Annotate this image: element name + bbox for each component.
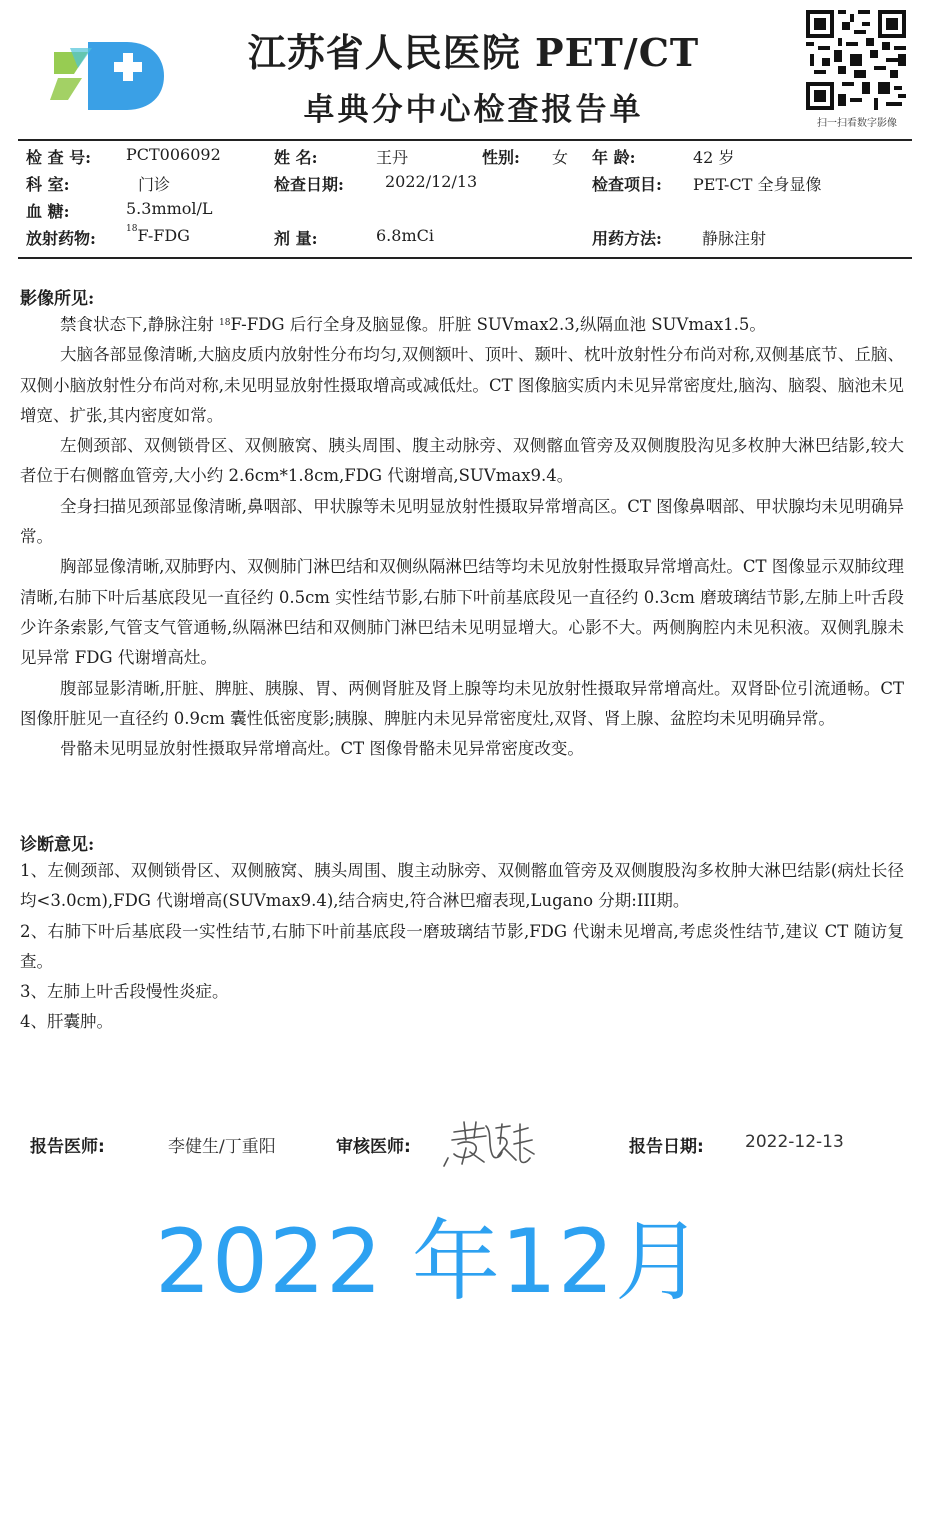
diagnosis-body [20,856,904,1038]
gender-label: 性别: [482,148,520,167]
finding-paragraph: 大脑各部显像清晰,大脑皮质内放射性分布均匀,双侧额叶、顶叶、颞叶、枕叶放射性分布尚对称,双侧基底节、丘脑、双侧小脑放射性分布尚对称,未见明显放射性摄取增高或减低灶。CT 图像脑实质内未见异常密度灶,脑沟、脑裂、脑池未见增宽、扩张,其内密度如常。 [20,345,904,425]
finding-paragraph: 全身扫描见颈部显像清晰,鼻咽部、甲状腺等未见明显放射性摄取异常增高区。CT 图像鼻咽部、甲状腺均未见明确异常。 [20,496,904,547]
gender-value: 女 [552,148,569,167]
finding-paragraph: 左侧颈部、双侧锁骨区、双侧腋窝、胰头周围、腹主动脉旁、双侧髂血管旁及双侧腹股沟见多枚肿大淋巴结影,较大者位于右侧髂血管旁,大小约 2.6cm*1.8cm,FDG 代谢增高,SUVmax9.4。 [20,436,904,486]
glucose-label: 血 糖: [26,202,70,221]
exam-no-label: 检 查 号: [26,148,92,167]
finding-paragraph: 骨骼未见明显放射性摄取异常增高灶。CT 图像骨骼未见异常密度改变。 [60,739,584,759]
findings-heading: 影像所见: [20,289,95,309]
diagnosis-item: 3、左肺上叶舌段慢性炎症。 [20,982,229,1002]
exam-no-value: PCT006092 [126,145,221,164]
glucose-value: 5.3mmol/L [126,199,213,218]
diagnosis-heading: 诊断意见: [20,835,95,855]
reviewer-signature-icon [440,1118,544,1168]
report-date-label: 报告日期: [629,1137,704,1157]
dept-value: 门诊 [138,175,171,194]
name-value: 王丹 [376,148,409,167]
report-title: 江苏省人民医院 PET/CT [247,30,700,75]
header-divider [18,139,912,141]
diagnosis-item: 4、肝囊肿。 [20,1012,113,1032]
info-divider [18,257,912,259]
finding-paragraph: 胸部显像清晰,双肺野内、双侧肺门淋巴结和双侧纵隔淋巴结等均未见放射性摄取异常增高灶。CT 图像显示双肺纹理清晰,右肺下叶后基底段见一直径约 0.5cm 实性结节影,右肺下叶前基底段见一直径约 0.3cm 磨玻璃结节影,左肺上叶舌段少许条索影,气管支气管通畅,纵隔淋巴结和双侧肺门淋巴结未见明显增大。心影不大。两侧胸腔内未见积液。双侧乳腺未见异常 FDG 代谢增高灶。 [20,557,904,668]
drug-label: 放射药物: [26,229,96,248]
age-label: 年 龄: [592,148,636,167]
reporter-label: 报告医师: [30,1137,105,1157]
name-label: 姓 名: [274,148,318,167]
exam-item-value: PET-CT 全身显像 [693,175,822,194]
reporter-name: 李健生/丁重阳 [168,1137,276,1157]
finding-paragraph: 腹部显影清晰,肝脏、脾脏、胰腺、胃、两侧肾脏及肾上腺等均未见放射性摄取异常增高灶。双肾卧位引流通畅。CT 图像肝脏见一直径约 0.9cm 囊性低密度影;胰腺、脾脏内未见异常密度灶,双肾、肾上腺、盆腔均未见明确异常。 [20,678,904,728]
qr-caption: 扫一扫看数字影像 [817,118,897,129]
exam-item-label: 检查项目: [592,175,662,194]
drug-value: $^{18}$F-FDG [126,224,190,245]
reviewer-label: 审核医师: [336,1137,411,1157]
diagnosis-item: 2、右肺下叶后基底段一实性结节,右肺下叶前基底段一磨玻璃结节影,FDG 代谢未见增高,考虑炎性结节,建议 CT 随访复查。 [20,921,904,971]
age-value: 42 岁 [693,148,735,167]
findings-body [20,310,904,764]
dose-value: 6.8mCi [376,226,434,245]
dose-label: 剂 量: [274,229,318,248]
diagnosis-item: 1、左侧颈部、双侧锁骨区、双侧腋窝、胰头周围、腹主动脉旁、双侧髂血管旁及双侧腹股沟多枚肿大淋巴结影(病灶长径均<3.0cm),FDG 代谢增高(SUVmax9.4),结合病史,符合淋巴瘤表现,Lugano 分期:III期。 [20,861,904,911]
report-date-value: 2022-12-13 [745,1132,844,1152]
method-value: 静脉注射 [702,229,767,248]
finding-paragraph: 禁食状态下,静脉注射 $^{18}$F-FDG 后行全身及脑显像。肝脏 SUVmax2.3,纵隔血池 SUVmax1.5。 [60,315,766,334]
dept-label: 科 室: [26,175,70,194]
exam-date-value: 2022/12/13 [385,172,478,191]
exam-date-label: 检查日期: [274,175,344,194]
report-subtitle: 卓典分中心检查报告单 [303,92,644,128]
method-label: 用药方法: [592,229,662,248]
qr-code-icon[interactable] [806,10,906,110]
date-annotation: 2022 年12月 [155,1210,704,1313]
